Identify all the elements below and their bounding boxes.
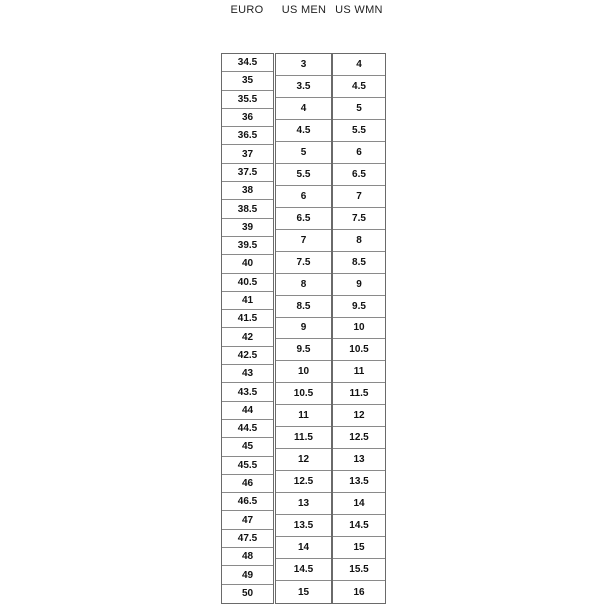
- euro-size-cell: 43: [222, 365, 273, 383]
- us-wmn-size-cell: 8.5: [333, 252, 385, 274]
- us-men-size-cell: 15: [297, 586, 310, 598]
- euro-size-cell: 39.5: [222, 237, 273, 255]
- euro-size-cell: 35.5: [222, 91, 273, 109]
- us-men-size-cell: 4: [276, 98, 331, 120]
- us-men-size-cell: 14.5: [276, 559, 331, 581]
- us-men-size-cell: 3: [276, 54, 331, 76]
- us-men-size-cell: 13.5: [276, 515, 331, 537]
- euro-size-cell: 34.5: [222, 54, 273, 72]
- euro-size-cell: 39: [222, 219, 273, 237]
- us-men-size-cell: 12.5: [276, 471, 331, 493]
- us-men-size-cell: 13: [276, 493, 331, 515]
- us-men-size-cell: 6.5: [276, 208, 331, 230]
- euro-size-cell: 50: [241, 588, 254, 600]
- header-euro: EURO: [230, 4, 264, 16]
- us-wmn-size-cell: 6.5: [333, 164, 385, 186]
- us-wmn-size-cell: 5.5: [333, 120, 385, 142]
- us-men-size-cell: 9.5: [276, 339, 331, 361]
- euro-size-cell: 46.5: [222, 493, 273, 511]
- euro-size-cell: 42.5: [222, 347, 273, 365]
- us-wmn-size-cell: 8: [333, 230, 385, 252]
- us-wmn-size-cell: 7: [333, 186, 385, 208]
- header-us-wmn: US WMN: [335, 4, 383, 16]
- us-men-size-cell: 6: [276, 186, 331, 208]
- euro-size-cell: 40: [222, 255, 273, 273]
- us-wmn-size-cell: 14: [333, 493, 385, 515]
- euro-size-cell: 44: [222, 402, 273, 420]
- us-men-size-cell: 7.5: [276, 252, 331, 274]
- euro-size-cell: 43.5: [222, 383, 273, 401]
- us-wmn-size-cell: 12: [333, 405, 385, 427]
- us-men-size-cell: 5.5: [276, 164, 331, 186]
- euro-column: [221, 53, 274, 604]
- us-wmn-column: [332, 53, 386, 604]
- us-men-size-cell: 8.5: [276, 296, 331, 318]
- us-wmn-size-cell: 11: [333, 361, 385, 383]
- us-wmn-size-cell: 15: [333, 537, 385, 559]
- euro-size-cell: 41.5: [222, 310, 273, 328]
- euro-size-cell: 49: [222, 566, 273, 584]
- us-wmn-size-cell: 4: [333, 54, 385, 76]
- us-men-size-cell: 11.5: [276, 427, 331, 449]
- us-men-size-cell: 10.5: [276, 383, 331, 405]
- us-wmn-size-cell: 12.5: [333, 427, 385, 449]
- euro-size-cell: 47: [222, 512, 273, 530]
- us-wmn-size-cell: 11.5: [333, 383, 385, 405]
- us-men-size-cell: 5: [276, 142, 331, 164]
- euro-size-cell: 47.5: [222, 530, 273, 548]
- euro-size-cell: 38.5: [222, 200, 273, 218]
- euro-size-cell: 38: [222, 182, 273, 200]
- euro-size-cell: 36.5: [222, 127, 273, 145]
- us-men-size-cell: 8: [276, 274, 331, 296]
- euro-size-cell: 45: [222, 438, 273, 456]
- us-wmn-size-cell: 6: [333, 142, 385, 164]
- euro-size-cell: 40.5: [222, 274, 273, 292]
- us-wmn-size-cell: 9: [333, 274, 385, 296]
- euro-size-cell: 37: [222, 146, 273, 164]
- euro-size-cell: 44.5: [222, 420, 273, 438]
- header-us-men: US MEN: [281, 4, 327, 16]
- us-men-size-cell: 12: [276, 449, 331, 471]
- euro-size-cell: 37.5: [222, 164, 273, 182]
- euro-size-cell: 41: [222, 292, 273, 310]
- euro-size-cell: 42: [222, 329, 273, 347]
- us-wmn-size-cell: 10: [333, 318, 385, 340]
- us-wmn-size-cell: 9.5: [333, 296, 385, 318]
- us-wmn-size-cell: 16: [353, 586, 365, 598]
- us-wmn-size-cell: 13: [333, 449, 385, 471]
- euro-size-cell: 48: [222, 548, 273, 566]
- us-men-size-cell: 4.5: [276, 120, 331, 142]
- euro-size-cell: 36: [222, 109, 273, 127]
- us-men-size-cell: 10: [276, 361, 331, 383]
- us-men-size-cell: 11: [276, 405, 331, 427]
- us-men-size-cell: 9: [276, 318, 331, 340]
- euro-size-cell: 46: [222, 475, 273, 493]
- us-men-size-cell: 14: [276, 537, 331, 559]
- euro-size-cell: 45.5: [222, 457, 273, 475]
- euro-size-cell: 35: [222, 72, 273, 90]
- us-wmn-size-cell: 15.5: [333, 559, 385, 581]
- us-men-column: [275, 53, 332, 604]
- us-wmn-size-cell: 14.5: [333, 515, 385, 537]
- us-wmn-size-cell: 4.5: [333, 76, 385, 98]
- us-wmn-size-cell: 13.5: [333, 471, 385, 493]
- us-men-size-cell: 3.5: [276, 76, 331, 98]
- us-men-size-cell: 7: [276, 230, 331, 252]
- us-wmn-size-cell: 5: [333, 98, 385, 120]
- us-wmn-size-cell: 7.5: [333, 208, 385, 230]
- us-wmn-size-cell: 10.5: [333, 339, 385, 361]
